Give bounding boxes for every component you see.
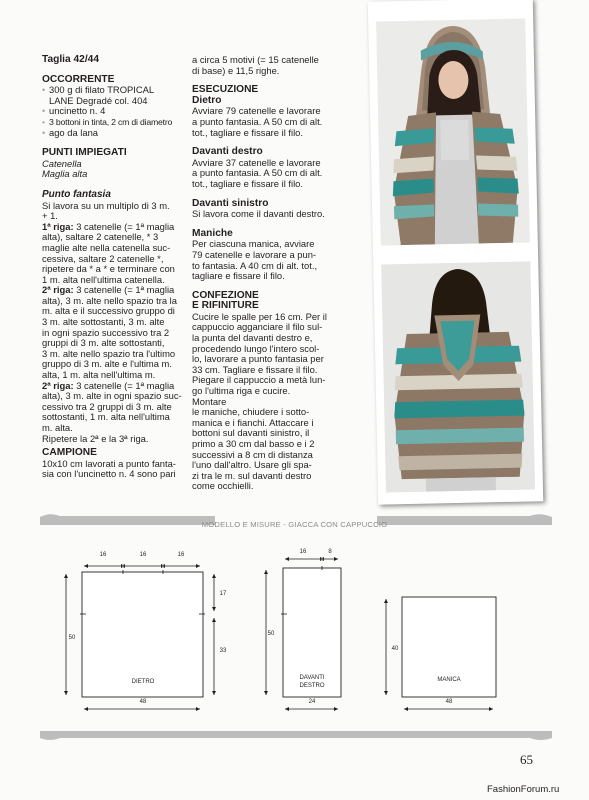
model-front-photo — [376, 18, 530, 245]
text-line: m. alta. — [42, 422, 73, 433]
sleeve-left-dim: 40 — [391, 646, 399, 652]
model-back-photo — [381, 261, 535, 492]
text-line: Cucire le spalle per 16 cm. Per il — [192, 310, 327, 322]
text-line: 2ª riga: 3 catenelle (= 1ª maglia — [42, 379, 175, 391]
back-label: DIETRO — [131, 679, 155, 685]
text-line: Per ciascuna manica, avviare — [192, 238, 315, 250]
text-line: la punta del davanti destro e, — [192, 332, 313, 344]
text-line: maglie alte nella catenella suc- — [42, 241, 171, 253]
back-right-bottom-dim: 33 — [219, 648, 227, 654]
fancy-stitch-title: Punto fantasia — [42, 188, 111, 200]
text-line: successivi a 8 cm di distanza — [192, 448, 313, 460]
execution-title: ESECUZIONE — [192, 84, 259, 96]
materials-list — [42, 85, 182, 138]
back-top-dim-1: 16 — [99, 552, 107, 558]
back-title: Dietro — [192, 94, 222, 106]
back-right-top-dim: 17 — [219, 591, 227, 597]
text-line: sia con l'uncinetto n. 4 sono pari — [42, 468, 176, 480]
text-line: tagliare e fissare il filo. — [192, 270, 285, 282]
text-line: cessiva, saltare 2 catenelle *, — [42, 252, 164, 264]
gauge-text — [42, 459, 182, 480]
left-front-title: Davanti sinistro — [192, 197, 269, 209]
text-line: primo a 30 cm dal basso e i 2 — [192, 438, 315, 449]
text-line: Si lavora come il davanti destro. — [192, 208, 325, 220]
instructions-column-2 — [192, 55, 327, 492]
stitches-title: PUNTI IMPIEGATI — [42, 147, 127, 159]
back-top-dim-2: 16 — [139, 552, 147, 558]
front-label-line-2: DESTRO — [299, 683, 325, 689]
finishing-title: CONFEZIONE E RIFINITURE — [192, 289, 259, 312]
materials-item: • 300 g di filato TROPICAL LANE Degradé col. 404 — [42, 85, 182, 106]
text-line: tot., tagliare e fissare il filo. — [192, 126, 303, 138]
diagram-band-bottom — [40, 731, 552, 740]
photo-frame — [368, 0, 543, 505]
sleeves-title: Maniche — [192, 227, 233, 239]
text-line: Ripetere la 2ª e la 3ª riga. — [42, 432, 149, 444]
model-front-illustration — [376, 18, 530, 245]
text-line: alta), saltare 2 catenelle, * 3 — [42, 231, 159, 243]
text-line: procedendo lungo l'intero scol- — [192, 342, 320, 354]
text-line: 79 catenelle e lavorare a pun- — [192, 248, 317, 260]
materials-item: • 3 bottoni in tinta, 2 cm di diametro — [42, 117, 182, 128]
materials-item: • ago da lana — [42, 128, 182, 139]
front-top-dim-2: 8 — [328, 549, 332, 555]
finishing-text — [192, 312, 327, 492]
back-text — [192, 106, 327, 138]
text-line: 3 m. alte sottostanti, 3 m. alte — [42, 316, 165, 328]
text-line: lo, lavorare a punto fantasia per — [192, 353, 324, 365]
back-top-dim-3: 16 — [177, 552, 185, 558]
stitch-item: Maglia alta — [42, 168, 88, 180]
watermark: FashionForum.ru — [487, 784, 560, 795]
text-line: come occhielli. — [192, 480, 254, 492]
text-line: gruppi di 3 m. alte sottostanti, — [42, 337, 165, 349]
sleeve-piece — [384, 597, 496, 711]
text-line: Avviare 37 catenelle e lavorare — [192, 156, 321, 168]
instructions-column-1 — [42, 55, 182, 480]
text-line: 1 m. alta nell'ultima catenella. — [42, 273, 165, 285]
model-back-illustration — [381, 261, 535, 492]
fancy-stitch-text — [42, 201, 182, 445]
left-front-text — [192, 209, 327, 220]
text-line: alta, 1 m. alta nell'ultima m. — [42, 369, 156, 381]
text-line: cessivo tra 2 gruppi di 3 m. alte — [42, 400, 172, 412]
text-line: 3 m. alte nello spazio tra l'ultimo — [42, 347, 176, 359]
text-line: a punto fantasia. A 50 cm di alt. — [192, 115, 323, 127]
sleeves-text — [192, 239, 327, 281]
text-line: tot., tagliare e fissare il filo. — [192, 177, 303, 189]
text-line: ripetere da * a * e terminare con — [42, 263, 175, 275]
text-line: a punto fantasia. A 50 cm di alt. — [192, 167, 323, 179]
front-piece — [264, 549, 341, 711]
text-line: in ogni spazio successivo tra 2 — [42, 326, 170, 338]
gauge-text-continued — [192, 55, 327, 76]
back-piece — [64, 552, 227, 711]
text-line: le maniche, chiudere i sotto- — [192, 406, 310, 418]
page-number: 65 — [520, 752, 533, 767]
front-bottom-dim: 24 — [308, 699, 316, 705]
text-line: Si lavora su un multiplo di 3 m. — [42, 199, 170, 211]
text-line: go l'ultima riga e cucire. Montare — [192, 385, 291, 407]
text-line: Piegare il cappuccio a metà lun- — [192, 374, 326, 386]
text-line: gruppo di 3 m. alte e l'ultima m. — [42, 358, 172, 370]
diagram-title: MODELLO E MISURE - GIACCA CON CAPPUCCIO — [201, 520, 388, 529]
text-line: cappuccio agganciare il filo sul- — [192, 321, 323, 333]
text-line: zi tra le m. sul davanti destro — [192, 469, 312, 481]
materials-item: • uncinetto n. 4 — [42, 106, 182, 117]
text-line: Avviare 79 catenelle e lavorare — [192, 105, 321, 117]
text-line: a circa 5 motivi (= 15 catenelle — [192, 54, 319, 65]
text-line: sottostanti, 1 m. alta nell'ultima — [42, 411, 170, 423]
front-label-line-1: DAVANTI — [299, 675, 325, 681]
text-line: 1ª riga: 3 catenelle (= 1ª maglia — [42, 220, 175, 232]
front-top-dim-1: 16 — [299, 549, 307, 555]
sleeve-label: MANICA — [437, 677, 461, 683]
size-title: Taglia 42/44 — [42, 54, 100, 65]
text-line: to fantasia. A 40 cm di alt. tot., — [192, 259, 318, 271]
stitch-item: Catenella — [42, 157, 82, 169]
text-line: bottoni sul davanti sinistro, il — [192, 427, 310, 439]
sleeve-bottom-dim: 48 — [445, 699, 453, 705]
text-line: alta), 3 m. alte nello spazio tra la — [42, 294, 177, 306]
front-left-dim: 50 — [267, 631, 275, 637]
text-line: 2ª riga: 3 catenelle (= 1ª maglia — [42, 284, 175, 296]
right-front-text — [192, 158, 327, 190]
text-line: l'uno dall'altro. Usare gli spa- — [192, 459, 312, 471]
back-bottom-dim: 48 — [139, 699, 147, 705]
pattern-diagram — [0, 512, 589, 744]
gauge-title: CAMPIONE — [42, 447, 97, 459]
back-left-dim: 50 — [68, 635, 76, 641]
text-line: m. alta e il successivo gruppo di — [42, 305, 175, 317]
right-front-title: Davanti destro — [192, 146, 263, 158]
text-line: 33 cm. Tagliare e fissare il filo. — [192, 363, 318, 375]
materials-title: OCCORRENTE — [42, 73, 115, 85]
text-line: di base) e 11,5 righe. — [192, 64, 280, 76]
text-line: manica e i fianchi. Attaccare i — [192, 416, 314, 428]
text-line: 10x10 cm lavorati a punto fanta- — [42, 457, 176, 469]
text-line: + 1. — [42, 210, 58, 222]
text-line: alta), 3 m. alte in ogni spazio suc- — [42, 390, 182, 402]
